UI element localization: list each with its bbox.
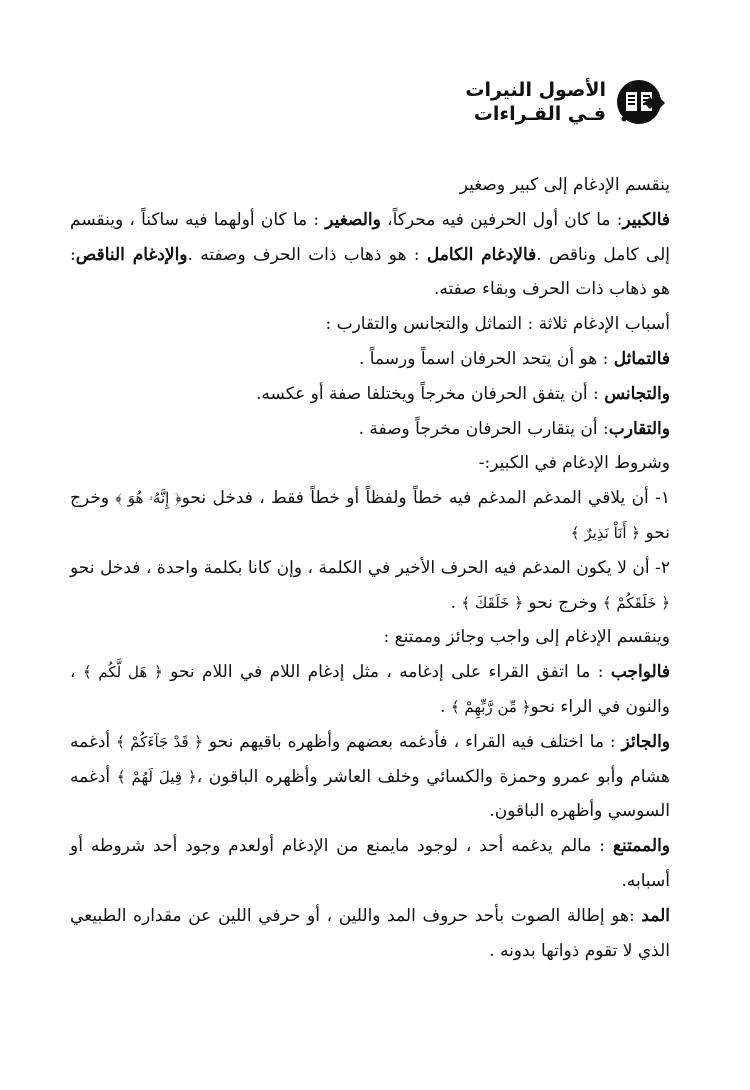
text-run: وخرج نحو	[70, 488, 670, 543]
term-bold: المد	[641, 905, 670, 926]
quran-quote: ﴿ قِيلَ لَهُمْ ﴾	[116, 767, 197, 786]
book-title-line2: فـي القـراءات	[473, 103, 606, 125]
paragraph	[70, 342, 670, 377]
quran-quote: ﴿ خَلَقَكُمْ ﴾	[602, 593, 670, 612]
text-run: : ما اتفق القراء على إدغامه ، مثل إدغام اللام في اللام نحو	[162, 662, 611, 683]
paragraph	[70, 899, 670, 969]
term-bold: فالإدغام الكامل	[426, 244, 537, 265]
text-run: :هو إطالة الصوت بأحد حروف المد واللين ، أو حرفي اللين عن مقداره الطبيعي الذي لا تقوم ذواتها بدونه .	[70, 905, 670, 961]
paragraph	[70, 412, 670, 447]
text-run: أسباب الإدغام ثلاثة : التماثل والتجانس والتقارب :	[325, 314, 670, 335]
text-run: : هو ذهاب ذات الحرف وصفته .	[187, 244, 427, 265]
text-run: .	[440, 696, 451, 717]
term-bold: والصغير	[325, 209, 381, 230]
paragraph	[70, 168, 670, 203]
paragraph	[70, 377, 670, 412]
paragraph	[70, 203, 670, 307]
text-run: : أن يتفق الحرفان مخرجاً ويختلفا صفة أو عكسه.	[256, 383, 605, 404]
quran-quote: ﴿ هَل لَّكُم ﴾	[82, 663, 163, 682]
paragraph	[70, 725, 670, 829]
text-run: وشروط الإدغام في الكبير:-	[478, 453, 670, 474]
paragraph	[70, 655, 670, 725]
quran-quote: ﴿ مِّن رَّبِّهِمْ ﴾	[450, 697, 531, 716]
text-run: وخرج نحو	[523, 592, 603, 613]
text-run: : ما اختلف فيه القراء ، فأدغمه بعضهم وأظهره باقيهم نحو	[202, 731, 622, 752]
text-run: ١- أن يلاقي المدغم المدغم فيه خطاً ولفظاً أو خطاً فقط ، فدخل نحو	[181, 488, 670, 509]
paragraph	[70, 446, 670, 481]
paragraph	[70, 481, 670, 551]
page-body	[70, 168, 670, 968]
text-run: ينقسم الإدغام إلى كبير وصغير	[459, 175, 670, 195]
text-run: : مالم يدغمه أحد ، لوجود مايمنع من الإدغام أولعدم وجود أحد شروطه أو أسبابه.	[70, 836, 670, 891]
quran-quote: ﴿ إِنَّهُۥ هُوَ ﴾	[115, 489, 182, 508]
book-title	[465, 78, 606, 126]
quran-quote: ﴿ أَنَاْ نَذِيرٌ ﴾	[570, 523, 641, 542]
term-bold: والجائز	[621, 731, 671, 752]
term-bold: والممتنع	[612, 836, 670, 857]
quran-quote: ﴿ قَدْ جَآءَكُمْ ﴾	[116, 732, 203, 751]
book-title-line1: الأصول النيرات	[465, 79, 606, 101]
term-bold: والتجانس	[604, 383, 670, 404]
text-run: وينقسم الإدغام إلى واجب وجائز وممتنع :	[383, 627, 670, 648]
paragraph	[70, 307, 670, 342]
diamond-ornament-icon	[644, 96, 666, 110]
text-run: : ما كان أول الحرفين فيه محركاً،	[380, 209, 623, 230]
paragraph	[70, 829, 670, 899]
term-bold: والتقارب	[608, 418, 670, 439]
paragraph	[70, 620, 670, 655]
term-bold: فالكبير	[622, 209, 670, 230]
term-bold: فالتماثل	[613, 348, 670, 369]
text-run: أدغمه السوسي وأظهره الباقون.	[70, 766, 670, 822]
text-run: : ما كان أولهما فيه ساكناً ، وينقسم إلى كامل وناقص .	[70, 209, 670, 265]
paragraph	[70, 551, 670, 621]
text-run: ، والنون في الراء نحو	[70, 662, 670, 717]
page-header	[465, 78, 662, 126]
text-run: .	[450, 592, 462, 613]
text-run: : هو ذهاب ذات الحرف وبقاء صفته.	[70, 244, 670, 300]
text-run: أدغمه هشام وأبو عمرو وحمزة والكسائي وخلف العاشر وأظهره الباقون ،	[70, 731, 671, 787]
term-bold: فالواجب	[610, 662, 671, 683]
text-run: ٢- أن لا يكون المدغم فيه الحرف الأخير في الكلمة ، وإن كانا بكلمة واحدة ، فدخل نحو	[70, 557, 670, 578]
quran-quote: ﴿ خَلَقَكَ ﴾	[461, 593, 523, 612]
text-run: : هو أن يتحد الحرفان اسماً ورسماً .	[358, 348, 614, 369]
text-run: : أن يتقارب الحرفان مخرجاً وصفة .	[358, 418, 609, 439]
term-bold: والإدغام الناقص	[75, 244, 188, 265]
